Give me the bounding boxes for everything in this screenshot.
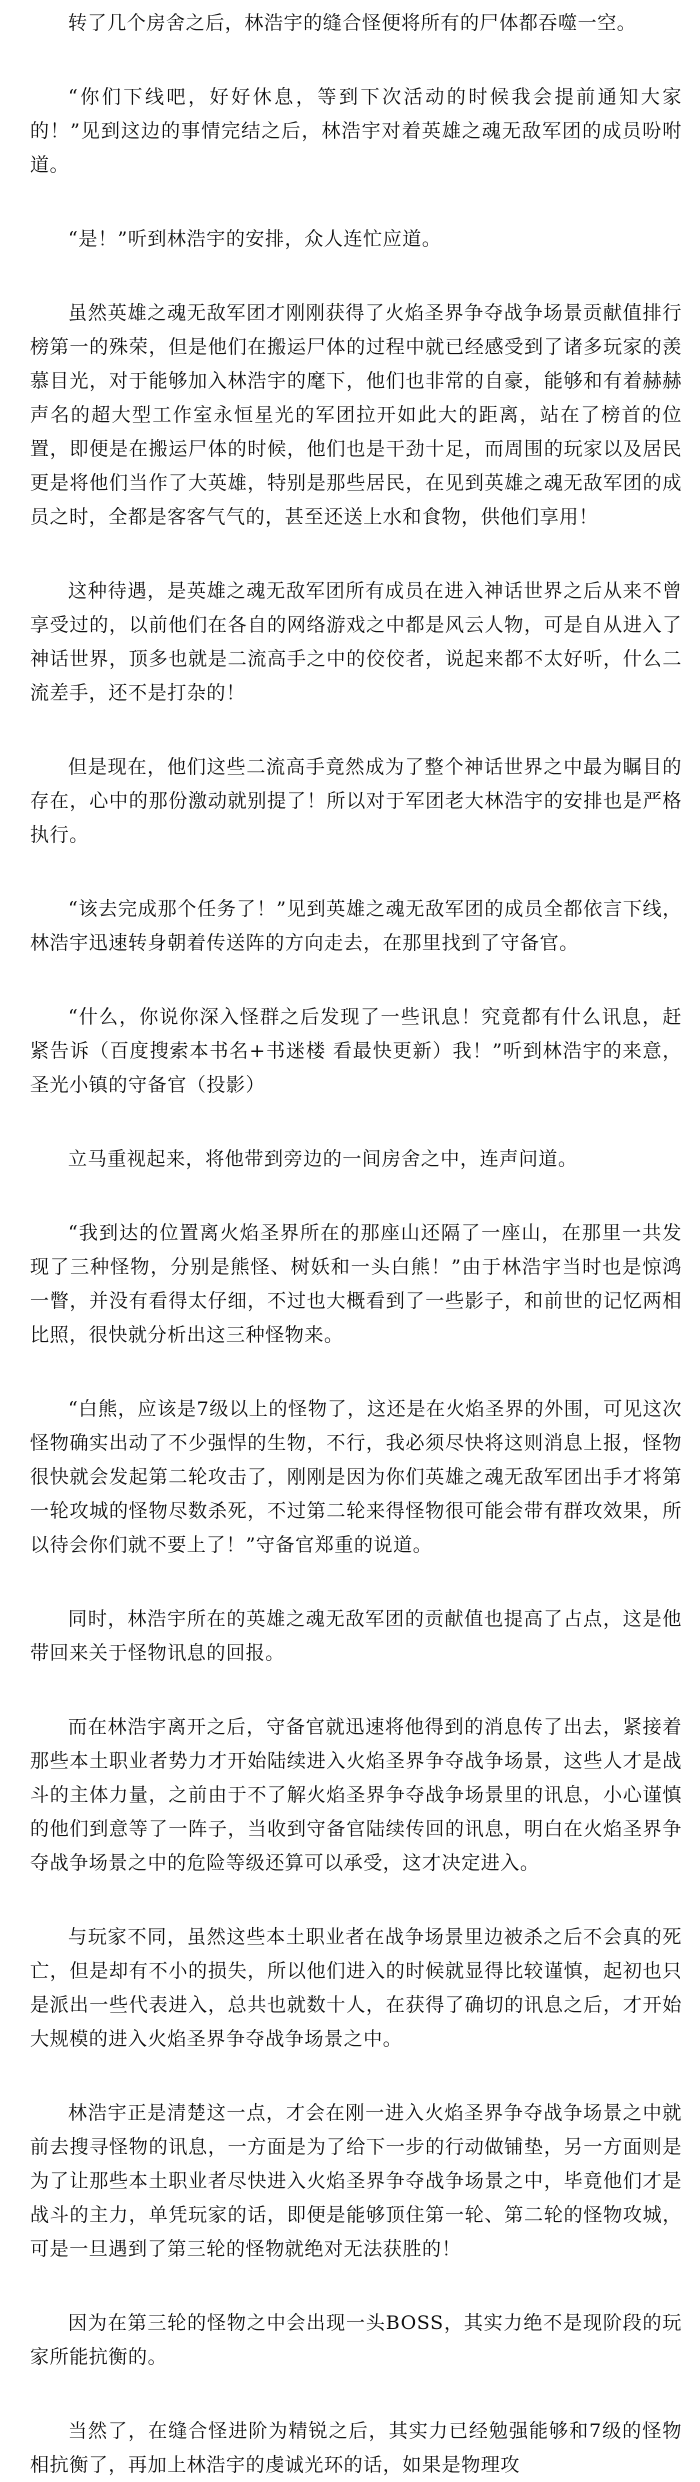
paragraph-gap (30, 2266, 682, 2306)
paragraph: “你们下线吧，好好休息，等到下次活动的时候我会提前通知大家的！”见到这边的事情完结之后，林浩宇对着英雄之魂无敌军团的成员吩咐道。 (30, 86, 682, 176)
paragraph-gap (30, 1562, 682, 1602)
paragraph: 与玩家不同，虽然这些本土职业者在战争场景里边被杀之后不会真的死亡，但是却有不小的损失，所以他们进入的时候就显得比较谨慎，起初也只是派出一些代表进入，总共也就数十人，在获得了确切的讯息之后，才开始大规模的进入火焰圣界争夺战争场景之中。 (30, 1926, 682, 2050)
paragraph: “我到达的位置离火焰圣界所在的那座山还隔了一座山，在那里一共发现了三种怪物，分别是熊怪、树妖和一头白熊！”由于林浩宇当时也是惊鸿一瞥，并没有看得太仔细，不过也大概看到了一些影子，和前世的记忆两相比照，很快就分析出这三种怪物来。 (30, 1222, 682, 1346)
paragraph-gap (30, 1102, 682, 1142)
paragraph-gap (30, 1176, 682, 1216)
paragraph: 立马重视起来，将他带到旁边的一间房舍之中，连声问道。 (68, 1148, 578, 1170)
paragraph: “该去完成那个任务了！”见到英雄之魂无敌军团的成员全都依言下线，林浩宇迅速转身朝着传送阵的方向走去，在那里找到了守备官。 (30, 898, 682, 954)
paragraph-gap (30, 960, 682, 1000)
paragraph: 但是现在，他们这些二流高手竟然成为了整个神话世界之中最为瞩目的存在，心中的那份激动就别提了！所以对于军团老大林浩宇的安排也是严格执行。 (30, 756, 682, 846)
paragraph: 虽然英雄之魂无敌军团才刚刚获得了火焰圣界争夺战争场景贡献值排行榜第一的殊荣，但是他们在搬运尸体的过程中就已经感受到了诸多玩家的羡慕目光，对于能够加入林浩宇的麾下，他们也非常的自豪，能够和有着赫赫声名的超大型工作室永恒星光的军团拉开如此大的距离，站在了榜首的位置，即便是在搬运尸体的时候，他们也是干劲十足，而周围的玩家以及居民更是将他们当作了大英雄，特别是那些居民，在见到英雄之魂无敌军团的成员之时，全都是客客气气的，甚至还送上水和食物，供他们享用！ (30, 302, 682, 528)
paragraph: “是！”听到林浩宇的安排，众人连忙应道。 (68, 228, 442, 250)
paragraph-gap (30, 256, 682, 296)
paragraph: 同时，林浩宇所在的英雄之魂无敌军团的贡献值也提高了占点，这是他带回来关于怪物讯息的回报。 (30, 1608, 682, 1664)
paragraph-gap (30, 1670, 682, 1710)
paragraph-gap (30, 2056, 682, 2096)
paragraph: 这种待遇，是英雄之魂无敌军团所有成员在进入神话世界之后从来不曾享受过的，以前他们在各自的网络游戏之中都是风云人物，可是自从进入了神话世界，顶多也就是二流高手之中的佼佼者，说起来都不太好听，什么二流差手，还不是打杂的！ (30, 580, 682, 704)
paragraph-gap (30, 710, 682, 750)
paragraph: “什么，你说你深入怪群之后发现了一些讯息！究竟都有什么讯息，赶紧告诉（百度搜索本书名+书迷楼 看最快更新）我！”听到林浩宇的来意，圣光小镇的守备官（投影） (30, 1006, 682, 1096)
paragraph-gap (30, 534, 682, 574)
paragraph-gap (30, 1880, 682, 1920)
paragraph: “白熊，应该是7级以上的怪物了，这还是在火焰圣界的外围，可见这次怪物确实出动了不少强悍的生物，不行，我必须尽快将这则消息上报，怪物很快就会发起第二轮攻击了，刚刚是因为你们英雄之魂无敌军团出手才将第一轮攻城的怪物尽数杀死，不过第二轮来得怪物很可能会带有群攻效果，所以待会你们就不要上了！”守备官郑重的说道。 (30, 1398, 682, 1556)
paragraph-gap (30, 2374, 682, 2414)
paragraph: 而在林浩宇离开之后，守备官就迅速将他得到的消息传了出去，紧接着那些本土职业者势力才开始陆续进入火焰圣界争夺战争场景，这些人才是战斗的主体力量，之前由于不了解火焰圣界争夺战争场景里的讯息，小心谨慎的他们到意等了一阵子，当收到守备官陆续传回的讯息，明白在火焰圣界争夺战争场景之中的危险等级还算可以承受，这才决定进入。 (30, 1716, 682, 1874)
paragraph-gap (30, 852, 682, 892)
paragraph: 转了几个房舍之后，林浩宇的缝合怪便将所有的尸体都吞噬一空。 (68, 12, 637, 34)
paragraph: 当然了，在缝合怪进阶为精锐之后，其实力已经勉强能够和7级的怪物相抗衡了，再加上林浩宇的虔诚光环的话，如果是物理攻 (30, 2420, 682, 2476)
paragraph-gap (30, 1352, 682, 1392)
paragraph: 因为在第三轮的怪物之中会出现一头BOSS，其实力绝不是现阶段的玩家所能抗衡的。 (30, 2312, 682, 2368)
paragraph-gap (30, 182, 682, 222)
paragraph: 林浩宇正是清楚这一点，才会在刚一进入火焰圣界争夺战争场景之中就前去搜寻怪物的讯息，一方面是为了给下一步的行动做铺垫，另一方面则是为了让那些本土职业者尽快进入火焰圣界争夺战争场景之中，毕竟他们才是战斗的主力，单凭玩家的话，即便是能够顶住第一轮、第二轮的怪物攻城，可是一旦遇到了第三轮的怪物就绝对无法获胜的！ (30, 2102, 682, 2260)
